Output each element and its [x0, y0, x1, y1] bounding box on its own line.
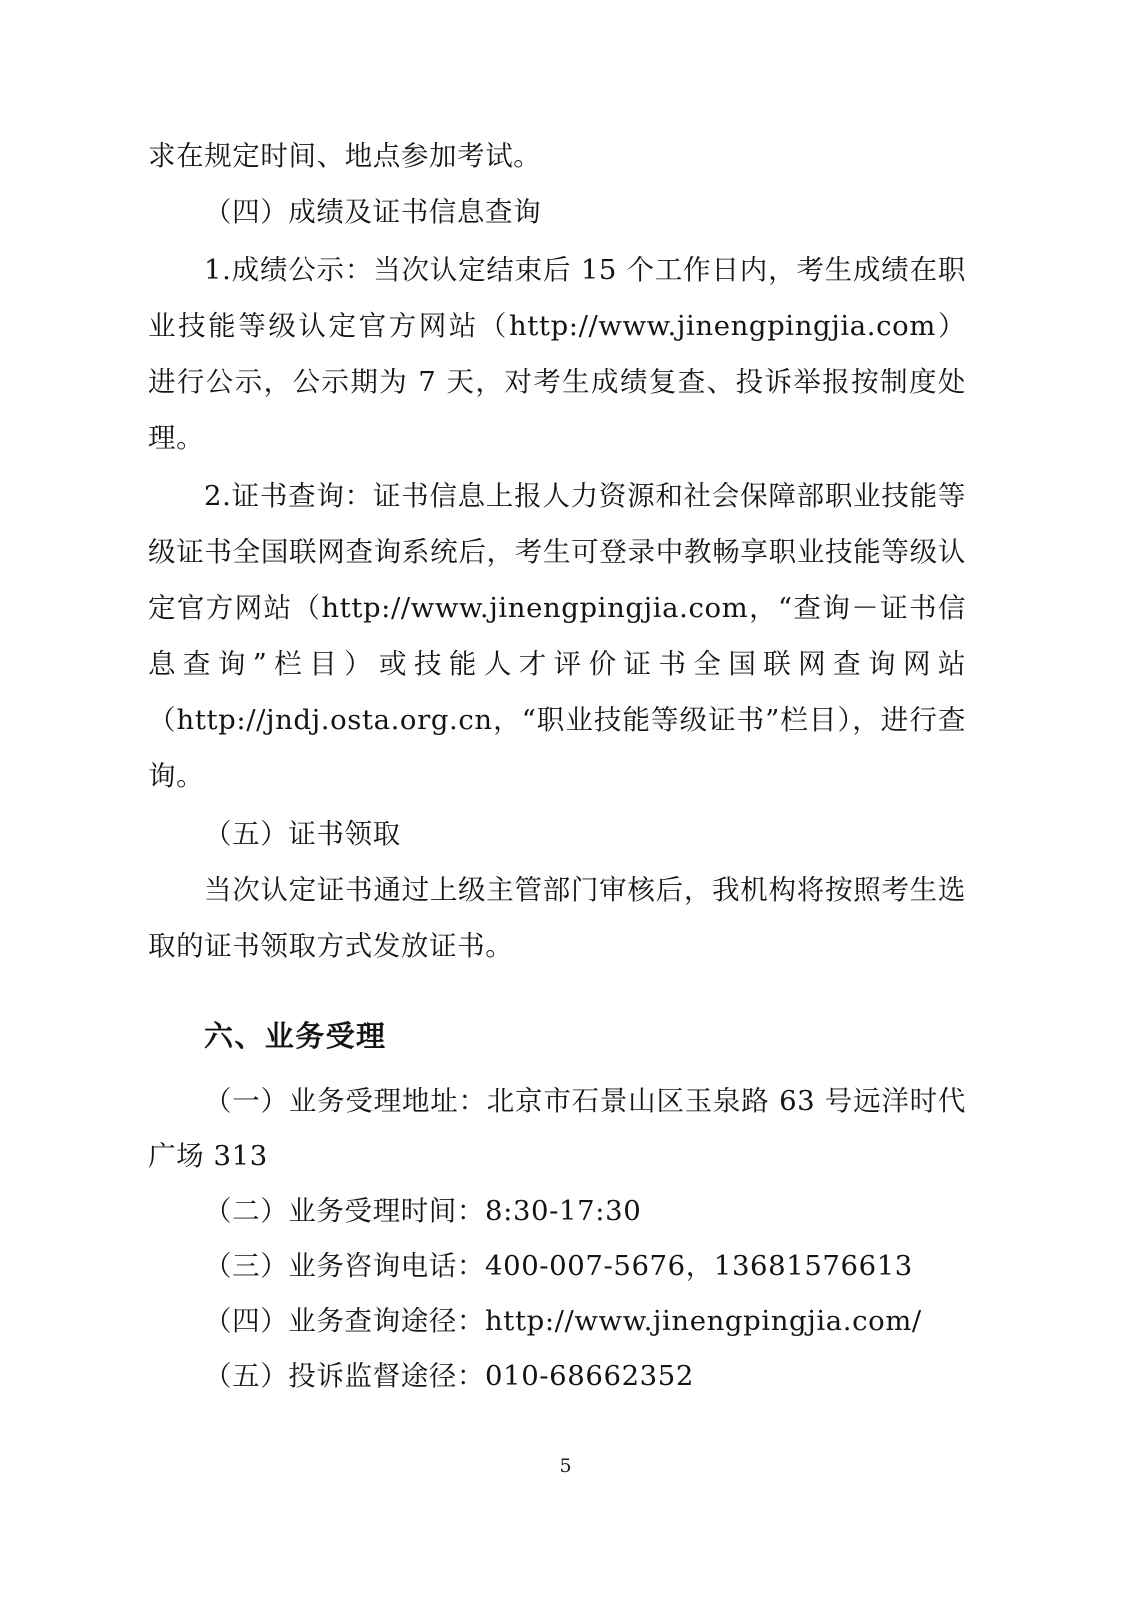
paragraph-certificate-issue: 当次认定证书通过上级主管部门审核后，我机构将按照考生选取的证书领取方式发放证书。 — [148, 874, 966, 962]
document-body — [148, 128, 966, 1404]
service-item-list — [148, 1074, 966, 1404]
paragraph-score-publicity: 1.成绩公示：当次认定结束后 15 个工作日内，考生成绩在职业技能等级认定官方网站（http://www.jinengpingjia.com）进行公示，公示期为 7 天，对考生成绩复查、投诉举报按制度处理。 — [148, 254, 966, 454]
paragraph-section-four-title: （四）成绩及证书信息查询 — [204, 196, 542, 228]
paragraph-section-five-title: （五）证书领取 — [204, 818, 401, 850]
service-item-query-url: （四）业务查询途径：http://www.jinengpingjia.com/ — [204, 1305, 922, 1337]
service-item-complaint-phone: （五）投诉监督途径：010-68662352 — [204, 1360, 694, 1392]
service-item-address: （一）业务受理地址：北京市石景山区玉泉路 63 号远洋时代广场 313 — [148, 1085, 966, 1172]
paragraph-exam-time-place: 求在规定时间、地点参加考试。 — [148, 140, 542, 172]
service-item-phone: （三）业务咨询电话：400-007-5676，13681576613 — [204, 1250, 913, 1282]
section-heading-business-acceptance: 六、业务受理 — [204, 1019, 387, 1053]
page-number: 5 — [559, 1455, 572, 1477]
paragraph-certificate-query: 2.证书查询：证书信息上报人力资源和社会保障部职业技能等级证书全国联网查询系统后，考生可登录中教畅享职业技能等级认定官方网站（http://www.jinengpingjia.com，“查询－证书信息查询”栏目）或技能人才评价证书全国联网查询网站（http://jndj.osta.org.cn，“职业技能等级证书”栏目），进行查询。 — [148, 480, 966, 792]
service-item-hours: （二）业务受理时间：8:30-17:30 — [204, 1195, 642, 1227]
